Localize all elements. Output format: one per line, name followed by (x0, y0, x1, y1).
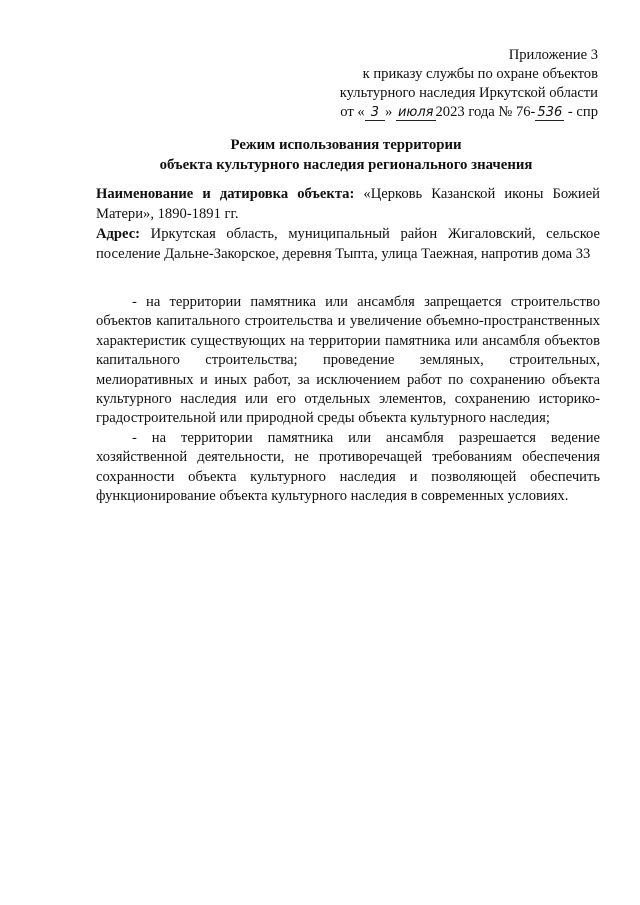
object-name (96, 184, 600, 224)
regime-text (96, 293, 600, 506)
appendix-title: Приложение 3 (508, 47, 598, 63)
appendix-date-line (340, 103, 598, 122)
title-line-2: объекта культурного наследия регионального значения (159, 157, 533, 173)
object-address-label: Адрес: (96, 226, 141, 242)
handwritten-day: 3 (365, 105, 385, 121)
paragraph-permission: - на территории памятника или ансамбля разрешается ведение хозяйственной деятельности, не противоречащей требованиям обеспечения сохранности объекта культурного наследия и позволяющей обеспечить функционирование объекта культурного наследия в современных условиях. (96, 429, 600, 505)
date-suffix: 2023 года № 76- (435, 104, 536, 120)
object-info (96, 184, 600, 264)
appendix-service-line: культурного наследия Иркутской области (339, 85, 598, 101)
object-name-value: «Церковь Казанской иконы Божией Матери», 1890-1891 гг. (96, 186, 600, 222)
handwritten-month: июля (397, 105, 434, 120)
object-address-value: Иркутская область, муниципальный район Жигаловский, сельское поселение Дальне-Закорское, деревня Тыпта, улица Таежная, напротив дома 33 (96, 226, 600, 262)
order-number-suffix: - спр (567, 104, 598, 120)
title-line-1: Режим использования территории (230, 137, 462, 153)
paragraph-prohibition: - на территории памятника или ансамбля запрещается строительство объектов капитального строительства и увеличение объемно-пространственных характеристик существующих на территории памятника или ансамбля объектов капитального строительства; проведение земляных, строительных, мелиоративных и иных работ, за исключением работ по сохранению объекта культурного наследия или его отдельных элементов, сохранению историко-градостроительной или природной среды объекта культурного наследия; (96, 294, 600, 427)
document-title (96, 135, 596, 175)
appendix-order-line: к приказу службы по охране объектов (362, 66, 598, 82)
object-address (96, 224, 600, 264)
handwritten-order-number: 536 (537, 105, 563, 120)
object-name-label: Наименование и датировка объекта: (96, 186, 355, 202)
date-prefix: от « (340, 104, 365, 120)
date-mid: » (385, 104, 393, 120)
appendix-header (340, 46, 598, 122)
